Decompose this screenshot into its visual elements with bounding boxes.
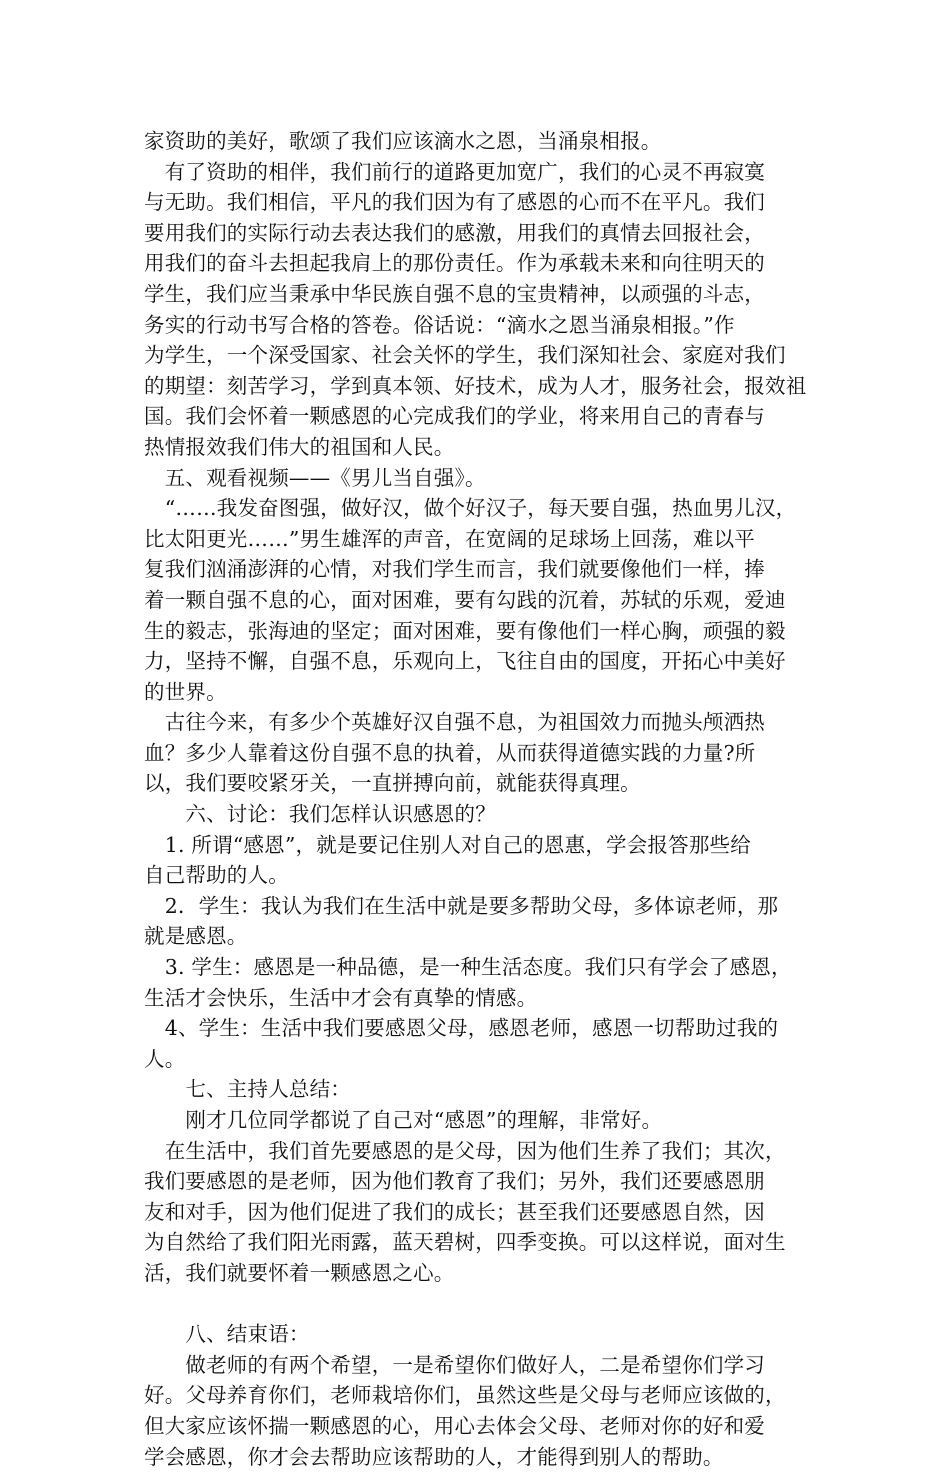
text-line: 家资助的美好，歌颂了我们应该滴水之恩，当涌泉相报。 bbox=[144, 129, 662, 153]
text-line: 用我们的奋斗去担起我肩上的那份责任。作为承载未来和向往明天的 bbox=[144, 251, 765, 276]
text-line: 七、主持人总结： bbox=[144, 1077, 351, 1102]
text-line: 以，我们要咬紧牙关，一直拼搏向前，就能获得真理。 bbox=[144, 771, 641, 796]
document-body bbox=[144, 126, 812, 1472]
text-line: 八、结束语： bbox=[144, 1322, 310, 1347]
text-line: 生的毅志，张海迪的坚定；面对困难，要有像他们一样心胸，顽强的毅 bbox=[144, 618, 786, 643]
text-line: 我们要感恩的是老师，因为他们教育了我们；另外，我们还要感恩朋 bbox=[144, 1169, 765, 1194]
text-line: 比太阳更光……”男生雄浑的声音，在宽阔的足球场上回荡，难以平 bbox=[144, 526, 755, 551]
text-line: 做老师的有两个希望，一是希望你们做好人，二是希望你们学习 bbox=[144, 1352, 765, 1377]
text-line: 但大家应该怀揣一颗感恩的心，用心去体会父母、老师对你的好和爱 bbox=[144, 1413, 765, 1438]
text-line: 刚才几位同学都说了自己对“感恩”的理解，非常好。 bbox=[144, 1108, 663, 1132]
text-line: “……我发奋图强，做好汉，做个好汉子，每天要自强，热血男儿汉， bbox=[144, 496, 797, 521]
blank-line bbox=[144, 1289, 812, 1320]
text-line: 就是感恩。 bbox=[144, 924, 248, 949]
text-line: 要用我们的实际行动去表达我们的感激，用我们的真情去回报社会， bbox=[144, 220, 765, 245]
text-line: 在生活中，我们首先要感恩的是父母，因为他们生养了我们；其次， bbox=[144, 1138, 786, 1163]
text-line: 好。父母养育你们，老师栽培你们，虽然这些是父母与老师应该做的， bbox=[144, 1383, 786, 1408]
text-line: 古往今来，有多少个英雄好汉自强不息，为祖国效力而抛头颅洒热 bbox=[144, 710, 765, 735]
text-line: 学生，我们应当秉承中华民族自强不息的宝贵精神，以顽强的斗志， bbox=[144, 281, 765, 306]
text-line: 活，我们就要怀着一颗感恩之心。 bbox=[144, 1260, 455, 1285]
text-line: 的期望：刻苦学习，学到真本领、好技术，成为人才，服务社会，报效祖 bbox=[144, 373, 807, 398]
text-line: 六、讨论：我们怎样认识感恩的？ bbox=[144, 802, 496, 827]
text-line: 的世界。 bbox=[144, 679, 227, 704]
text-line: 着一颗自强不息的心，面对困难，要有勾践的沉着，苏轼的乐观，爱迪 bbox=[144, 587, 786, 612]
text-line: 友和对手，因为他们促进了我们的成长；甚至我们还要感恩自然，因 bbox=[144, 1199, 765, 1224]
text-line: 为学生，一个深受国家、社会关怀的学生，我们深知社会、家庭对我们 bbox=[144, 343, 786, 368]
text-line: 为自然给了我们阳光雨露，蓝天碧树，四季变换。可以这样说，面对生 bbox=[144, 1230, 786, 1255]
text-line: 五、观看视频——《男儿当自强》。 bbox=[144, 465, 486, 490]
text-line: 2．学生：我认为我们在生活中就是要多帮助父母，多体谅老师，那 bbox=[144, 893, 779, 918]
text-line: 务实的行动书写合格的答卷。俗话说：“滴水之恩当涌泉相报。”作 bbox=[144, 312, 735, 337]
text-line: 血？多少人靠着这份自强不息的执着，从而获得道德实践的力量?所 bbox=[144, 740, 756, 765]
text-line: 3. 学生：感恩是一种品德，是一种生活态度。我们只有学会了感恩， bbox=[144, 955, 792, 980]
text-line: 热情报效我们伟大的祖国和人民。 bbox=[144, 434, 455, 459]
text-line: 4、学生：生活中我们要感恩父母，感恩老师，感恩一切帮助过我的 bbox=[144, 1016, 779, 1041]
text-line: 1. 所谓“感恩”，就是要记住别人对自己的恩惠，学会报答那些给 bbox=[144, 832, 751, 857]
text-line: 自己帮助的人。 bbox=[144, 863, 289, 888]
text-line: 复我们汹涌澎湃的心情，对我们学生而言，我们就要像他们一样，捧 bbox=[144, 557, 765, 582]
text-line: 有了资助的相伴，我们前行的道路更加宽广，我们的心灵不再寂寞 bbox=[144, 159, 765, 184]
text-line: 力，坚持不懈，自强不息，乐观向上，飞往自由的国度，开拓心中美好 bbox=[144, 649, 786, 674]
text-line: 生活才会快乐，生活中才会有真挚的情感。 bbox=[144, 985, 538, 1010]
text-line: 人。 bbox=[144, 1046, 186, 1071]
text-line: 国。我们会怀着一颗感恩的心完成我们的学业，将来用自己的青春与 bbox=[144, 404, 765, 429]
text-line: 学会感恩，你才会去帮助应该帮助的人，才能得到别人的帮助。 bbox=[144, 1444, 724, 1469]
text-line: 与无助。我们相信，平凡的我们因为有了感恩的心而不在平凡。我们 bbox=[144, 190, 765, 215]
